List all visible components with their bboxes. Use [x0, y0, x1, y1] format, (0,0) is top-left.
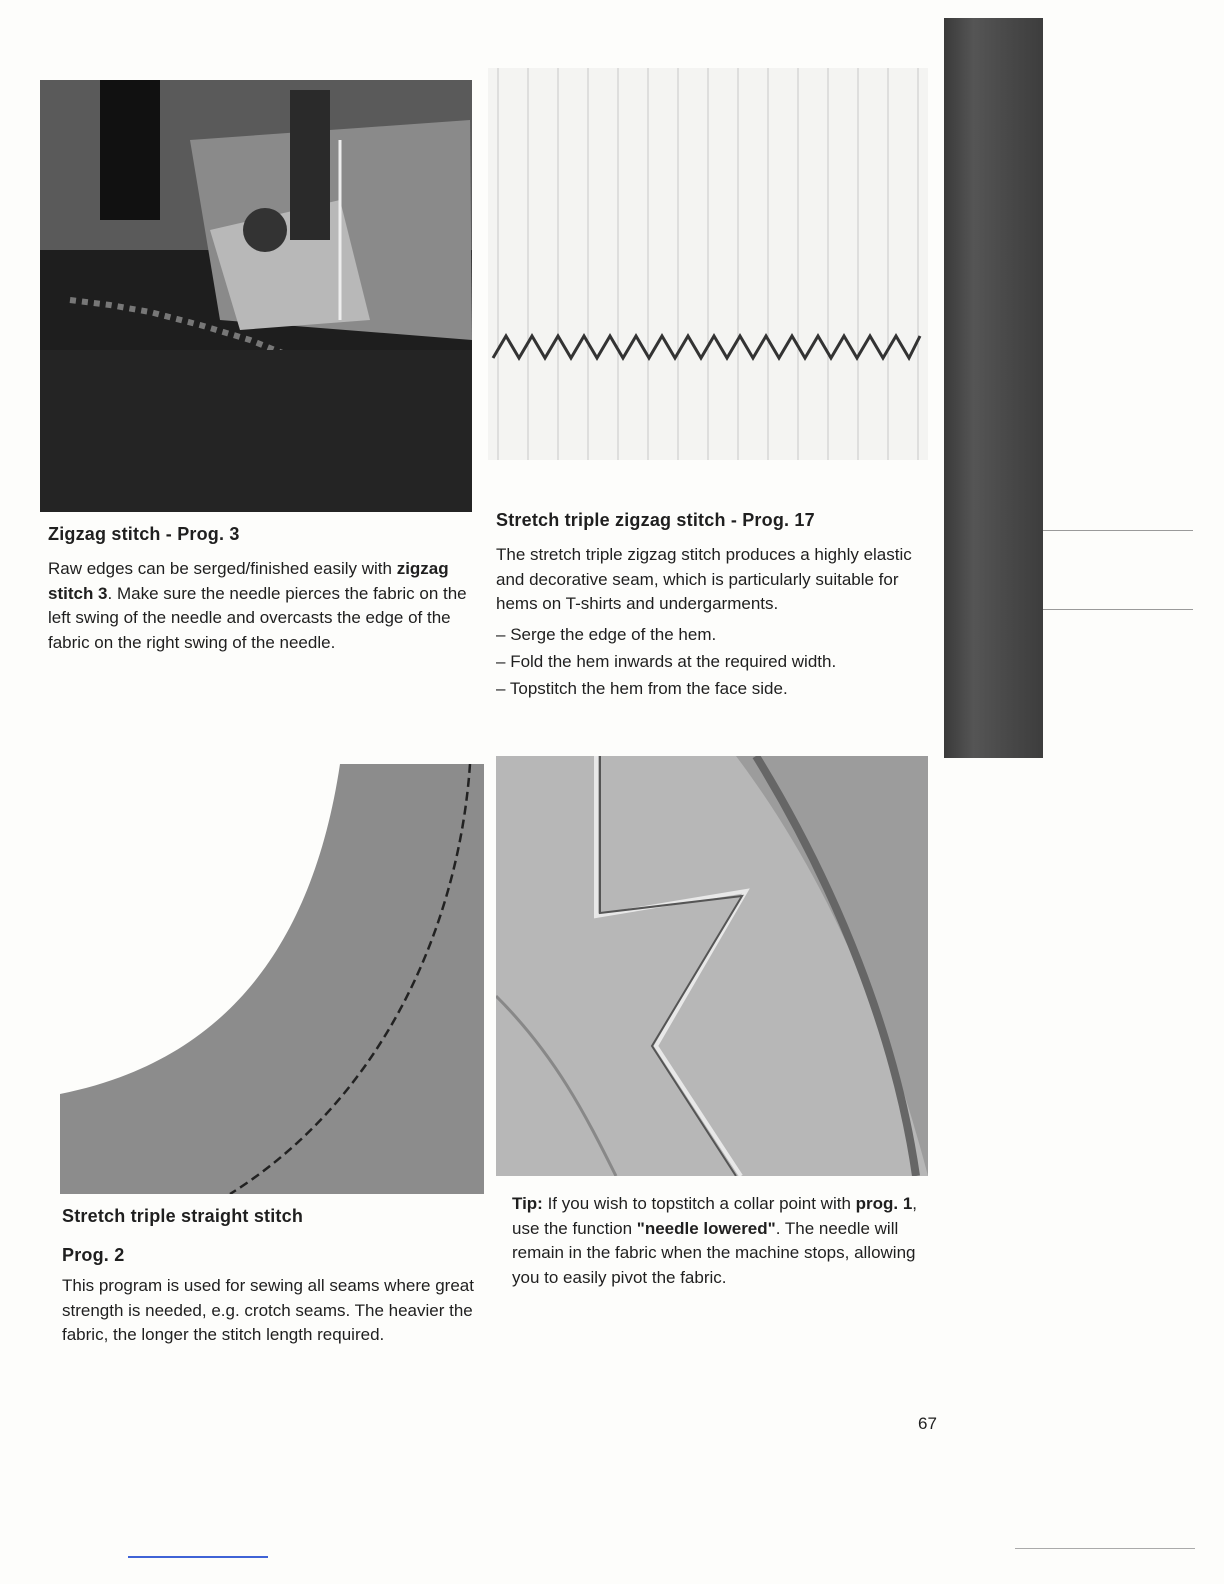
zigzag-machine-photo — [40, 80, 472, 512]
list-item: – Serge the edge of the hem. — [496, 621, 916, 648]
zigzag-title: Zigzag stitch - Prog. 3 — [48, 524, 240, 544]
triple-straight-sample-photo — [60, 764, 484, 1194]
triple-zigzag-title: Stretch triple zigzag stitch - Prog. 17 — [496, 510, 815, 530]
triple-zigzag-section — [496, 510, 916, 702]
bottom-rule — [1015, 1548, 1195, 1549]
tip-body: Tip: If you wish to topstitch a collar point with prog. 1, use the function "needle lowered". The needle will remain in the fabric when the machine stops, allowing you to easily pivot the fabric. — [512, 1194, 918, 1287]
collar-point-photo — [496, 756, 928, 1176]
zigzag-body: Raw edges can be serged/finished easily with zigzag stitch 3. Make sure the needle pierces the fabric on the left swing of the needle and overcasts the edge of the fabric on the right swing of the needle. — [48, 559, 467, 652]
tip-section — [512, 1192, 932, 1290]
margin-line — [1043, 530, 1193, 531]
triple-zigzag-body: The stretch triple zigzag stitch produces a highly elastic and decorative seam, which is particularly suitable for hems on T-shirts and undergarments. — [496, 545, 912, 613]
list-item: – Fold the hem inwards at the required width. — [496, 648, 916, 675]
margin-line — [1043, 609, 1193, 610]
zigzag-section — [48, 524, 468, 655]
list-item: – Topstitch the hem from the face side. — [496, 675, 916, 702]
triple-straight-subtitle: Prog. 2 — [62, 1245, 125, 1265]
triple-straight-title: Stretch triple straight stitch — [62, 1206, 304, 1226]
triple-straight-body: This program is used for sewing all seams where great strength is needed, e.g. crotch seams. The heavier the fabric, the longer the stitch length required. — [62, 1276, 474, 1344]
triple-zigzag-sample-photo — [488, 68, 928, 460]
link-underline — [128, 1556, 268, 1558]
chapter-tab-bar — [944, 18, 1043, 758]
triple-straight-section — [62, 1206, 482, 1348]
page-number: 67 — [918, 1414, 937, 1433]
triple-zigzag-steps — [496, 621, 916, 702]
